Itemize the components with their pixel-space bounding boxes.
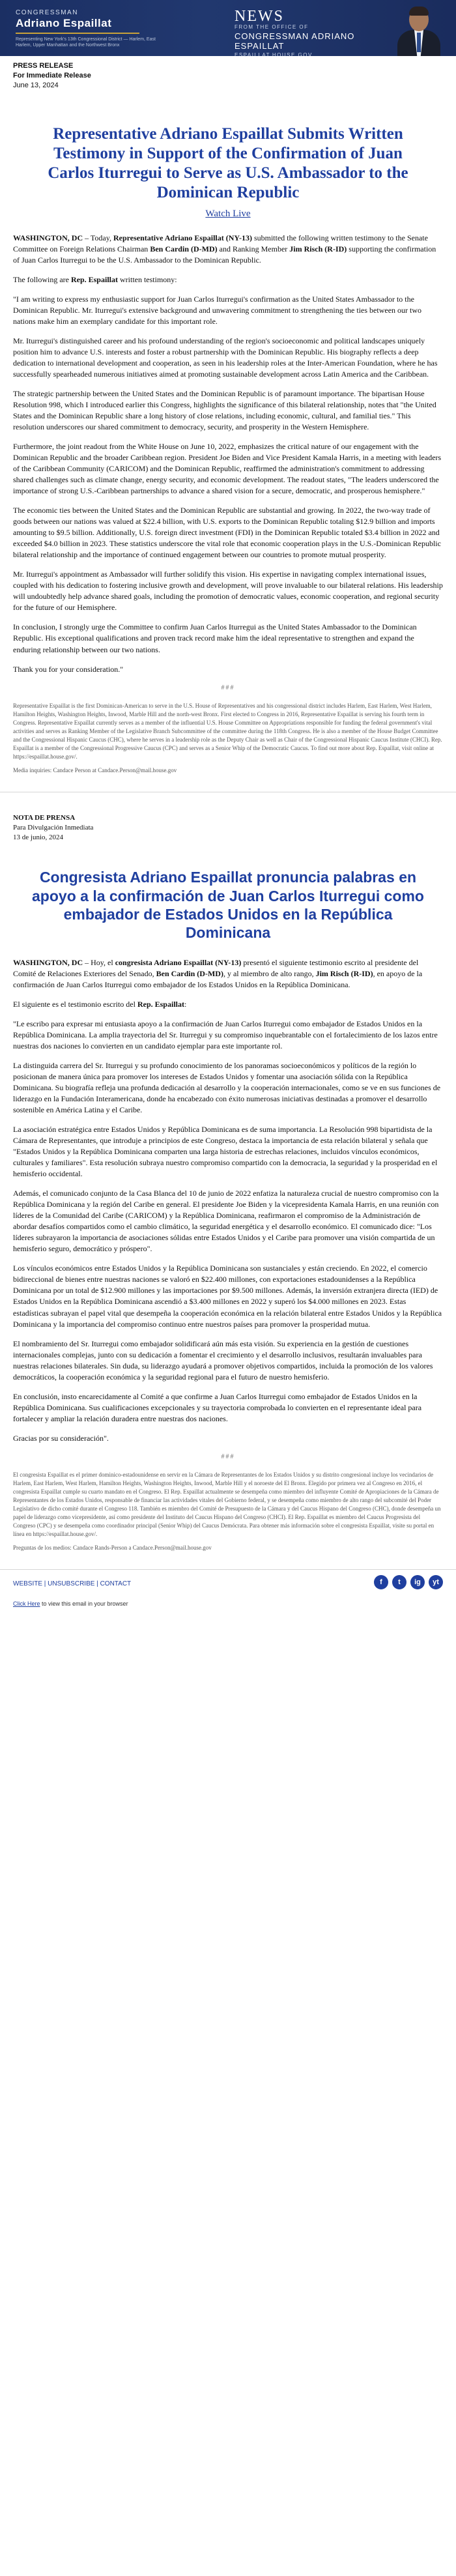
dateline-es: WASHINGTON, DC — [13, 957, 83, 967]
rep-name: Representative Adriano Espaillat (NY-13) — [113, 233, 252, 242]
release-meta-es — [13, 813, 443, 843]
release-label-es: NOTA DE PRENSA — [13, 813, 76, 822]
release-paragraph-7: The economic ties between the United States and the Dominican Republic are substantial and growing. In 2022, the two-way trade of goods between our nations was valued at $22.4 billion, with U.S. exports to the Dominican Republic totaling $12.9 billion and imports amounting to $9.5 billion. Additionally, U.S. foreign direct investment (FDI) in the Dominican Republic totaled $3.4 billion in 2022 and exceeded $4.0 billion in 2023. These statistics underscore the vital role that economic cooperation plays in the U.S.-Dominican Republic bilateral relationship and the importance of continued engagement between our countries to promote mutual prosperity. — [13, 506, 441, 560]
release-paragraph-3: "I am writing to express my enthusiastic support for Juan Carlos Iturregui's confirmation as the United States Ambassador to the Dominican Republic. Mr. Iturregui's extensive background and unwavering commitment to strengthening the ties between our two nations make him an exemplary candidate for this important role. — [13, 294, 422, 326]
text: written testimony: — [117, 274, 177, 284]
facebook-icon[interactable]: f — [374, 1575, 388, 1589]
banner-office: CONGRESSMAN ADRIANO ESPAILLAT — [235, 31, 355, 51]
twitter-icon[interactable]: t — [392, 1575, 406, 1589]
release-es-paragraph-4: La distinguida carrera del Sr. Iturregui y su profundo conocimiento de los panoramas socioeconómicos y políticos de la región lo posicionan de manera única para promover los intereses de Estados Unidos y fomentar una asociación sólida con la República Dominicana. Su biografía refleja una profunda dedicación al desarrollo y la cooperación internacionales, como se ve en sus funciones de liderazgo en la Fundación Interamericana, donde ha encabezado con éxito numerosas iniciativas destinadas a promover el desarrollo sostenible en América Latina y el Caribe. — [13, 1060, 441, 1114]
release-es-paragraph-8: El nombramiento del Sr. Iturregui como embajador solidificará aún más esta visión. Su experiencia en la gestión de cuestiones internacionales complejas, junto con su dedicación a fomentar el crecimiento y el desarrollo inclusivos, resultarán invaluables para nuestras relaciones bilaterales. Sin duda, su liderazgo ayudará a promover objetivos compartidos, incluida la promoción de los valores democráticos, la cooperación económica y la seguridad regional para el futuro de nuestro hemisferio. — [13, 1339, 433, 1382]
banner-news-label: NEWS — [235, 8, 284, 25]
section-separator-es: ### — [221, 1453, 235, 1460]
release-paragraph-6: Furthermore, the joint readout from the White House on June 10, 2022, emphasizes the critical nature of our engagement with the Dominican Republic and the broader Caribbean region. President Joe Biden and Vice President Kamala Harris, in a meeting with leaders of the Caribbean Community (CARICOM) and the Dominican Republic, reaffirmed the administration's commitment to addressing shared challenges such as climate change, energy security, and economic development. The readout states, "The leaders underscored the importance of strong U.S.-Caribbean partnerships to advance a shared vision for a secure, democratic, and prosperous hemisphere." — [13, 442, 442, 496]
text: El siguiente es el testimonio escrito del — [13, 999, 137, 1009]
release-date: June 13, 2024 — [13, 81, 59, 89]
release-paragraph-5: The strategic partnership between the United States and the Dominican Republic is of paramount importance. The bipartisan House Resolution 998, which I introduced earlier this Congress, highlights the significance of this bilateral relationship, notes that "the United States and the Dominican Republic share a long history of close relations, including economic, cultural, and familial ties." This resolution underscores our shared commitment to democracy, security, and prosperity in the Western Hemisphere. — [13, 388, 436, 431]
banner-site: ESPAILLAT.HOUSE.GOV — [235, 52, 313, 56]
banner-from: FROM THE OFFICE OF — [235, 24, 309, 30]
footer-links — [13, 1580, 131, 1587]
release-paragraph-9: In conclusion, I strongly urge the Committee to confirm Juan Carlos Iturregui as the United States Ambassador to the Dominican Republic. His exceptional qualifications and proven track record make him the ideal representative to strengthen and expand the enduring relationship between our two nations. — [13, 622, 417, 654]
release-en — [0, 61, 456, 775]
social-icons — [374, 1575, 443, 1589]
release-es-paragraph-2 — [13, 999, 443, 1010]
youtube-icon[interactable]: yt — [429, 1575, 443, 1589]
banner-district: Representing New York's 13th Congressional District — Harlem, East Harlem, Upper Manhattan and the Northwest Bronx — [16, 37, 156, 48]
view-in-browser — [0, 1598, 456, 1620]
release-immediate-es: Para Divulgación Inmediata — [13, 823, 94, 832]
release-paragraph-10: Thank you for your consideration." — [13, 664, 124, 674]
rep-short: Rep. Espaillat — [70, 274, 118, 284]
release-es-paragraph-7: Los vínculos económicos entre Estados Unidos y la República Dominicana son sustanciales y están creciendo. En 2022, el comercio bidireccional de bienes entre nuestras naciones se valoró en $22.400 millones, con exportaciones estadounidenses a la República Dominicana por un total de $12.900 millones y las importaciones por $9.500 millones. Además, la inversión extranjera directa (IED) de Estados Unidos en la República Dominicana ascendió a $3.400 millones en 2022 y superó los $4.000 millones en 2023. Estas estadísticas subrayan el papel vital que desempeña la cooperación económica en la relación bilateral entre Estados Unidos y la República Dominicana y la importancia del compromiso continuo entre nuestros países para promover la prosperidad mutua. — [13, 1264, 442, 1329]
release-es-paragraph-3: "Le escribo para expresar mi entusiasta apoyo a la confirmación de Juan Carlos Iturregui como embajador de Estados Unidos en la República Dominicana. La amplia trayectoria del Sr. Iturregui y su compromiso inquebrantable con el fortalecimiento de los lazos entre nuestras dos naciones lo convierten en un candidato ejemplar para este importante rol. — [13, 1019, 438, 1050]
risch-name: Jim Risch (R-ID) — [289, 244, 347, 253]
text: presentó el siguiente testimonio escrito al presidente del Comité de Relaciones Exteriores del Senado, — [13, 957, 419, 978]
watch-live-link[interactable]: Watch Live — [205, 208, 251, 219]
release-es-paragraph-9: En conclusión, insto encarecidamente al Comité a que confirme a Juan Carlos Iturregui como embajador de Estados Unidos en la República Dominicana. Sus cualificaciones excepcionales y su trayectoria comprobada lo convierten en el representante ideal para fortalecer y ampliar la relación duradera entre nuestras dos naciones. — [13, 1391, 422, 1423]
text: – Today, — [83, 233, 113, 242]
banner-rule — [16, 33, 139, 34]
text: and Ranking Member — [217, 244, 290, 253]
portrait-tie — [417, 33, 421, 52]
view-in-browser-text: to view this email in your browser — [40, 1600, 128, 1608]
text: , y al miembro de alto rango, — [223, 968, 316, 978]
about-espaillat-es: El congresista Espaillat es el primer dominico-estadounidense en servir en la Cámara de Representantes de los Estados Unidos y su distrito congresional incluye los vecindarios de Harlem, East Harlem, West Harlem, Hamilton Heights, Washington Heights, Inwood, Marble Hill y el noroeste del El Bronx. Elegido por primera vez al Congreso en 2016, el congresista Espaillat cumple su cuarto mandato en el Congreso. El Rep. Espaillat actualmente se desempeña como miembro del influyente Comité de Apropiaciones de la Cámara de Representantes de los Estados Unidos, responsable de financiar las actividades vitales del Gobierno federal, y se desempeña como miembro de alto rango del subcomité del Poder Legislativo de dicho comité durante el Congreso 118. También es miembro del Comité de Presupuesto de la Cámara y del Caucus Hispano del Congreso (CHC), donde desempeña un papel de liderazgo como vicepresidente, así como presidente del Instituto del Caucus Hispano del Congreso (CHCI). El Rep. Espaillat es miembro del Caucus Progresista del Congreso (CPC) y se desempeña como coordinador principal (Senior Whip) del Caucus Demócrata. Para obtener más información sobre el congresista Espaillat, visite su portal en línea en https://espaillat.house.gov/. — [13, 1471, 441, 1538]
instagram-icon[interactable]: ig — [410, 1575, 425, 1589]
release-es-paragraph-10: Gracias por su consideración". — [13, 1433, 109, 1443]
release-paragraph-1 — [13, 233, 443, 266]
release-date-es: 13 de junio, 2024 — [13, 833, 63, 841]
congressman-portrait — [395, 4, 443, 56]
banner-name: Adriano Espaillat — [16, 17, 112, 29]
website-link[interactable]: WEBSITE — [13, 1580, 43, 1588]
release-es-paragraph-1 — [13, 957, 443, 991]
media-contact: Media inquiries: Candace Person at Candace.Person@mail.house.gov — [13, 766, 177, 774]
email-footer — [0, 1569, 456, 1598]
release-title: Representative Adriano Espaillat Submits Written Testimony in Support of the Confirmation of Juan Carlos Iturregui to Serve as U.S. Ambassador to the Dominican Republic — [48, 124, 408, 201]
release-label: PRESS RELEASE — [13, 62, 74, 70]
unsubscribe-link[interactable]: UNSUBSCRIBE — [48, 1580, 95, 1588]
link-divider: | — [42, 1580, 48, 1588]
release-meta — [13, 61, 443, 91]
text: The following are — [13, 274, 71, 284]
portrait-hair — [409, 7, 429, 16]
section-separator: ### — [221, 684, 235, 691]
view-in-browser-link[interactable]: Click Here — [13, 1600, 40, 1608]
release-title-es: Congresista Adriano Espaillat pronuncia palabras en apoyo a la confirmación de Juan Carlos Iturregui como embajador de Estados Unidos en la República Dominicana — [32, 869, 424, 941]
release-paragraph-4: Mr. Iturregui's distinguished career and his profound understanding of the region's socioeconomic and political landscapes uniquely position him to advance U.S. interests and foster a robust partnership with the Dominican Republic. His biography reflects a deep dedication to international development and cooperation, as seen in his leadership roles at the Inter-American Foundation, where he has successfully spearheaded numerous initiatives aimed at promoting sustainable development across Latin America and the Caribbean. — [13, 336, 438, 379]
link-divider: | — [94, 1580, 100, 1588]
text: , en apoyo de la confirmación de Juan Carlos Iturregui como embajador de los Estados Unidos en la República Dominicana. — [13, 968, 423, 989]
release-paragraph-8: Mr. Iturregui's appointment as Ambassador will further solidify this vision. His expertise in navigating complex international issues, coupled with his dedication to fostering inclusive growth and development, will prove invaluable to our bilateral relations. His leadership will undoubtedly help advance shared goals, including the promotion of democratic values, economic cooperation, and regional security for the future of our Hemisphere. — [13, 570, 443, 613]
text: submitted the following written testimony to the Senate Committee on Foreign Relations Chairman — [13, 233, 428, 253]
watch-live — [13, 208, 443, 220]
banner-news — [235, 8, 384, 56]
cardin-name: Ben Cardin (D-MD) — [150, 244, 218, 253]
text: – Hoy, el — [83, 957, 115, 967]
rep-short-es: Rep. Espaillat — [137, 999, 184, 1009]
cardin-name-es: Ben Cardin (D-MD) — [156, 968, 223, 978]
contact-link[interactable]: CONTACT — [100, 1580, 132, 1588]
risch-name-es: Jim Risch (R-ID) — [315, 968, 373, 978]
text: supporting the confirmation of Juan Carlos Iturregui to be the U.S. Ambassador to the Dominican Republic. — [13, 244, 436, 265]
about-espaillat: Representative Espaillat is the first Dominican-American to serve in the U.S. House of Representatives and his congressional district includes Harlem, East Harlem, West Harlem, Hamilton Heights, Washington Heights, Inwood, Marble Hill and the north-west Bronx. First elected to Congress in 2016, Representative Espaillat is serving his fourth term in Congress. Representative Espaillat currently serves as a member of the influential U.S. House Committee on Appropriations responsible for funding the federal government's vital activities and serves as Ranking Member of the Legislative Branch Subcommittee of the committee during the 118th Congress. He is also a member of the House Budget Committee and the Congressional Hispanic Caucus (CHC), where he serves in a leadership role as the Deputy Chair as well as Chair of the Congressional Hispanic Caucus Institute (CHCI). Rep. Espaillat is a member of the Congressional Progressive Caucus (CPC) and serves as a Senior Whip of the Democratic Caucus. To find out more about Rep. Espaillat, visit online at https://espaillat.house.gov/. — [13, 702, 442, 760]
release-es-paragraph-5: La asociación estratégica entre Estados Unidos y República Dominicana es de suma importancia. La Resolución 998 bipartidista de la Cámara de Representantes, que introduje a principios de este Congreso, destaca la importancia de esta relación bilateral y señala que "Estados Unidos y la República Dominicana comparten una larga historia de estrechas relaciones, incluidos vínculos económicos, culturales y familiares". Esta resolución subraya nuestro compromiso compartido con la democracia, la seguridad y la prosperidad en el hemisferio occidental. — [13, 1125, 438, 1179]
banner-tag: CONGRESSMAN — [16, 9, 78, 16]
release-es — [0, 813, 456, 1552]
banner-brand — [16, 9, 165, 48]
rep-name-es: congresista Adriano Espaillat (NY-13) — [115, 957, 242, 967]
text: : — [184, 999, 187, 1009]
dateline: WASHINGTON, DC — [13, 233, 83, 242]
release-paragraph-2 — [13, 274, 443, 285]
release-immediate: For Immediate Release — [13, 71, 91, 80]
release-es-paragraph-6: Además, el comunicado conjunto de la Casa Blanca del 10 de junio de 2022 enfatiza la naturaleza crucial de nuestro compromiso con la República Dominicana y la región del Caribe en general. El presidente Joe Biden y la vicepresidenta Kamala Harris, en una reunión con líderes de la Comunidad del Caribe (CARICOM) y la República Dominicana, reafirmaron el compromiso de la Administración de abordar desafíos compartidos como el cambio climático, la seguridad energética y el desarrollo económico. El comunicado dice: "Los líderes subrayaron la importancia de asociaciones sólidas entre Estados Unidos y el Caribe para promover una visión compartida de un hemisferio seguro, democrático y próspero". — [13, 1189, 439, 1254]
media-contact-es: Preguntas de los medios: Candace Rands-Person a Candace.Person@mail.house.gov — [13, 1544, 212, 1552]
header-banner — [0, 0, 456, 56]
